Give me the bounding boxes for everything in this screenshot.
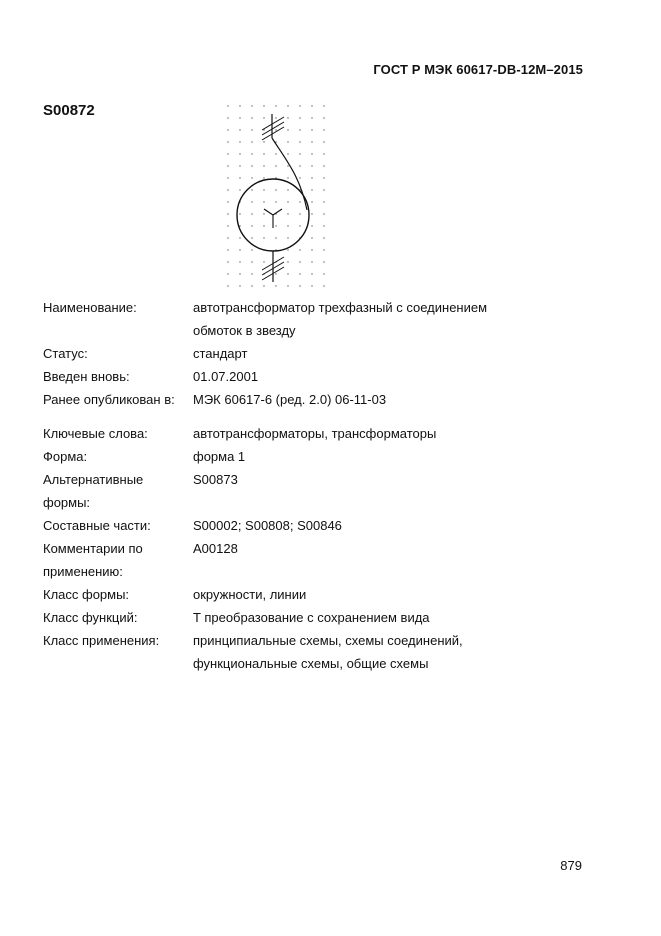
grid-dot [311,105,312,106]
grid-dot [287,273,288,274]
grid-dot [263,153,264,154]
document-header: ГОСТ Р МЭК 60617-DB-12M–2015 [373,62,583,77]
grid-dot [323,165,324,166]
page-number: 879 [560,858,582,873]
grid-dot [287,153,288,154]
grid-dot [239,249,240,250]
grid-dot [227,153,228,154]
grid-dot [287,105,288,106]
grid-dot [299,249,300,250]
property-value: стандарт [193,346,248,361]
grid-dot [311,273,312,274]
grid-dot [275,285,276,286]
grid-dot [251,249,252,250]
grid-dot [275,201,276,202]
grid-dot [251,177,252,178]
grid-dot [239,285,240,286]
grid-dot [323,225,324,226]
grid-dot [311,261,312,262]
grid-dot [275,117,276,118]
grid-dot [275,273,276,274]
grid-dot [311,201,312,202]
grid-dot [299,153,300,154]
grid-dot [299,201,300,202]
grid-dot [251,129,252,130]
grid-dot [251,153,252,154]
grid-dot [251,141,252,142]
grid-dot [251,189,252,190]
grid-dot [263,285,264,286]
property-label: формы: [43,495,91,510]
star-leg-right [273,209,282,215]
grid-dot [287,237,288,238]
grid-dot [263,201,264,202]
property-row-parts [43,514,603,537]
grid-dot [299,177,300,178]
grid-dot [299,129,300,130]
grid-dot [311,141,312,142]
grid-dot [311,285,312,286]
grid-dot [323,273,324,274]
property-row-comments [43,537,603,583]
grid-dot [227,237,228,238]
property-row-keywords [43,422,603,445]
property-value: A00128 [193,541,238,556]
grid-dot [251,201,252,202]
grid-dot [263,237,264,238]
grid-dot [299,165,300,166]
grid-dot [323,201,324,202]
grid-dot [275,129,276,130]
grid-dot [287,249,288,250]
property-row-published [43,388,603,411]
grid-dot [251,213,252,214]
grid-dot [323,261,324,262]
property-value: функциональные схемы, общие схемы [193,656,429,671]
property-label: Ранее опубликован в: [43,392,175,407]
grid-dot [227,201,228,202]
property-value: форма 1 [193,449,246,464]
grid-dot [323,177,324,178]
grid-dot [263,177,264,178]
grid-dot [299,273,300,274]
grid-dot [227,141,228,142]
grid-dot [299,225,300,226]
autotransformer-tap-arc [272,138,307,210]
grid-dot [323,153,324,154]
property-row-alt-forms [43,468,603,514]
grid-dot [311,117,312,118]
grid-dot [227,165,228,166]
property-label: Введен вновь: [43,369,130,384]
grid-dot [251,165,252,166]
grid-dot [287,213,288,214]
grid-dot [323,141,324,142]
grid-dot [287,189,288,190]
grid-dot [251,285,252,286]
grid-dot [275,165,276,166]
grid-dot [299,141,300,142]
grid-dot [239,141,240,142]
grid-dot [263,117,264,118]
grid-dot [239,129,240,130]
property-row-introduced [43,365,603,388]
properties-table [43,296,603,675]
property-label: Комментарии по [43,541,143,556]
property-row-function-class [43,606,603,629]
grid-dot [287,285,288,286]
grid-dot [239,213,240,214]
grid-dot [227,249,228,250]
grid-dot [227,105,228,106]
grid-dot [251,117,252,118]
grid-dot [311,249,312,250]
property-value: МЭК 60617-6 (ред. 2.0) 06-11-03 [193,392,387,407]
grid-dot [287,225,288,226]
grid-dot [275,225,276,226]
property-value: S00873 [193,472,238,487]
grid-dot [263,141,264,142]
grid-dot [227,117,228,118]
grid-dot [311,225,312,226]
star-leg-left [264,209,273,215]
grid-dot [263,189,264,190]
property-label: Форма: [43,449,88,464]
grid-dot [287,141,288,142]
property-row-form [43,445,603,468]
grid-dot [287,177,288,178]
grid-dot [299,285,300,286]
property-value: 01.07.2001 [193,369,259,384]
symbol-code: S00872 [43,102,95,119]
grid-dot [323,105,324,106]
three-phase-autotransformer-icon [222,100,332,295]
grid-dot [311,165,312,166]
grid-dot [227,261,228,262]
grid-dot [275,105,276,106]
grid-dot [239,177,240,178]
grid-dot [263,225,264,226]
grid-dot [263,105,264,106]
grid-dot [239,153,240,154]
grid-dot [227,273,228,274]
grid-dot [299,261,300,262]
property-row-name [43,296,603,342]
grid-dot [275,153,276,154]
property-label: Альтернативные [43,472,144,487]
grid-dot [251,261,252,262]
grid-dot [287,129,288,130]
grid-dot [239,165,240,166]
property-label: Класс формы: [43,587,130,602]
property-row-application-class [43,629,603,675]
grid-dot [251,225,252,226]
grid-dot [311,213,312,214]
property-label: Статус: [43,346,88,361]
grid-dot [263,165,264,166]
symbol-drawing [222,100,332,290]
grid-dot [323,213,324,214]
grid-dot [239,237,240,238]
grid-dot [299,105,300,106]
property-value: автотрансформатор трехфазный с соединением [193,300,488,315]
property-value: принципиальные схемы, схемы соединений, [193,633,463,648]
grid-dot [239,273,240,274]
property-label: Класс функций: [43,610,138,625]
grid-dot [323,129,324,130]
grid-dot [287,117,288,118]
grid-dot [323,237,324,238]
grid-dot [323,189,324,190]
grid-dot [251,105,252,106]
grid-dot [311,237,312,238]
property-label: Наименование: [43,300,137,315]
grid-dot [311,153,312,154]
grid-dot [239,105,240,106]
grid-dot [227,189,228,190]
grid-dot [275,237,276,238]
property-value: T преобразование с сохранением вида [193,610,430,625]
property-row-shape-class [43,583,603,606]
grid-dot [251,273,252,274]
grid-dot [227,225,228,226]
property-value: S00002; S00808; S00846 [193,518,342,533]
grid-dot [227,285,228,286]
grid-dot [239,189,240,190]
grid-dot [263,261,264,262]
grid-dot [227,213,228,214]
section-gap [43,411,603,422]
grid-dot [287,261,288,262]
grid-dot [287,165,288,166]
grid-dot [287,201,288,202]
grid-dot [299,213,300,214]
grid-dot [275,189,276,190]
property-row-status [43,342,603,365]
grid-dot [239,261,240,262]
grid-dot [227,129,228,130]
grid-dot [311,177,312,178]
grid-dot [323,285,324,286]
property-label: применению: [43,564,123,579]
property-label: Класс применения: [43,633,160,648]
grid-dot [299,117,300,118]
grid-dot [227,177,228,178]
grid-dot [311,129,312,130]
grid-dot [311,189,312,190]
property-value: автотрансформаторы, трансформаторы [193,426,437,441]
property-value: обмоток в звезду [193,323,296,338]
grid-dot [263,213,264,214]
grid-dot [323,117,324,118]
grid-dot [251,237,252,238]
grid-dot [323,249,324,250]
property-label: Ключевые слова: [43,426,148,441]
property-label: Составные части: [43,518,151,533]
property-value: окружности, линии [193,587,307,602]
grid-dot [239,117,240,118]
